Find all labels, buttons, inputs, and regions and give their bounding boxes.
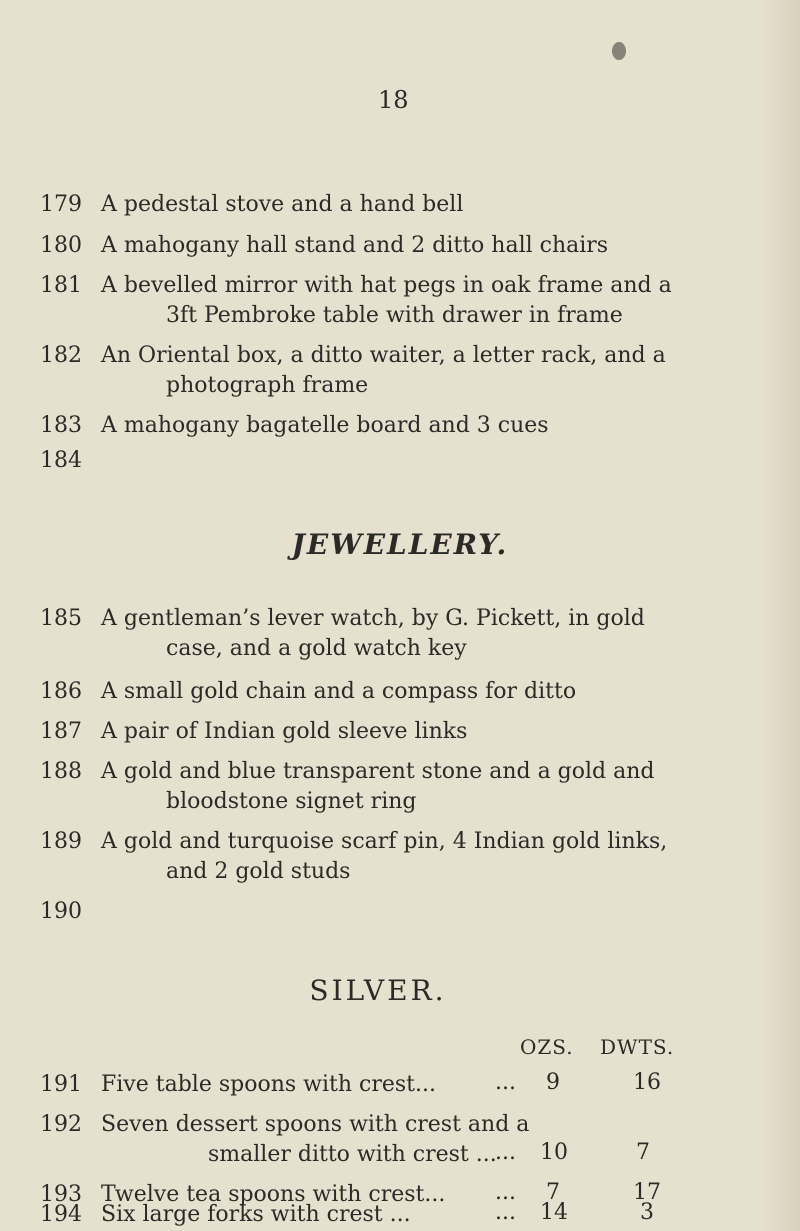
lot-number: 192 [40, 1112, 82, 1137]
lot-181 [40, 271, 740, 331]
dwts-value: 16 [633, 1070, 661, 1095]
lot-number: 180 [40, 233, 82, 258]
page-number: 18 [378, 86, 409, 114]
lot-description-continued: 3ft Pembroke table with drawer in frame [166, 303, 623, 328]
lot-description-continued: and 2 gold studs [166, 859, 351, 884]
lot-description-continued: bloodstone signet ring [166, 789, 417, 814]
lot-184 [40, 446, 740, 476]
lot-number: 182 [40, 343, 82, 368]
lot-number: 184 [40, 448, 82, 473]
ink-blot [612, 42, 626, 60]
dwts-value: 3 [640, 1200, 654, 1225]
dwts-value: 7 [636, 1140, 650, 1165]
ozs-value: 10 [540, 1140, 568, 1165]
lot-179 [40, 190, 740, 220]
lot-description-continued: smaller ditto with crest ... [208, 1142, 497, 1167]
lot-190 [40, 897, 740, 927]
section-heading-jewellery: JEWELLERY. [291, 528, 509, 561]
ozs-value: 7 [546, 1180, 560, 1205]
lot-187 [40, 717, 740, 747]
lot-description: A small gold chain and a compass for ditto [101, 679, 577, 704]
ozs-value: 14 [540, 1200, 568, 1225]
lot-description: Seven dessert spoons with crest and a [101, 1112, 530, 1137]
column-header-dwts: DWTS. [600, 1035, 675, 1059]
lot-number: 186 [40, 679, 82, 704]
lot-number: 189 [40, 829, 82, 854]
lot-192 [40, 1110, 740, 1170]
lot-description: A gentleman’s lever watch, by G. Pickett, in gold [101, 606, 645, 631]
lot-description: A pair of Indian gold sleeve links [101, 719, 468, 744]
lot-189 [40, 827, 740, 887]
column-header-ozs: OZS. [520, 1035, 574, 1059]
ink-blot [764, 840, 772, 858]
lot-description: A mahogany bagatelle board and 3 cues [101, 413, 549, 438]
leader-dots: ... [495, 1180, 516, 1205]
leader-dots: ... [495, 1140, 516, 1165]
lot-194 [40, 1200, 740, 1230]
lot-number: 181 [40, 273, 82, 298]
leader-dots: ... [495, 1200, 516, 1225]
ink-blot [760, 250, 768, 270]
lot-number: 185 [40, 606, 82, 631]
leader-dots: ... [495, 1070, 516, 1095]
lot-number: 183 [40, 413, 82, 438]
lot-description: An Oriental box, a ditto waiter, a letter rack, and a [101, 343, 666, 368]
lot-description: Five table spoons with crest... [101, 1072, 436, 1097]
lot-182 [40, 341, 740, 401]
lot-188 [40, 757, 740, 817]
lot-description: Twelve tea spoons with crest... [101, 1182, 446, 1207]
lot-description-continued: photograph frame [166, 373, 369, 398]
lot-number: 188 [40, 759, 82, 784]
lot-number: 190 [40, 899, 82, 924]
lot-number: 187 [40, 719, 82, 744]
lot-number: 179 [40, 192, 82, 217]
ozs-value: 9 [546, 1070, 560, 1095]
lot-number: 193 [40, 1182, 82, 1207]
lot-description: A bevelled mirror with hat pegs in oak frame and a [101, 273, 672, 298]
lot-description: A pedestal stove and a hand bell [101, 192, 464, 217]
lot-185 [40, 604, 740, 664]
dwts-value: 17 [633, 1180, 661, 1205]
lot-number: 191 [40, 1072, 82, 1097]
lot-description: A gold and turquoise scarf pin, 4 Indian gold links, [101, 829, 668, 854]
lot-183 [40, 411, 740, 441]
lot-description: A gold and blue transparent stone and a gold and [101, 759, 655, 784]
lot-description: Six large forks with crest ... [101, 1202, 411, 1227]
section-heading-silver: SILVER. [309, 974, 447, 1007]
lot-description: A mahogany hall stand and 2 ditto hall chairs [101, 233, 609, 258]
lot-180 [40, 231, 740, 261]
lot-186 [40, 677, 740, 707]
lot-number: 194 [40, 1202, 82, 1227]
lot-description-continued: case, and a gold watch key [166, 636, 467, 661]
